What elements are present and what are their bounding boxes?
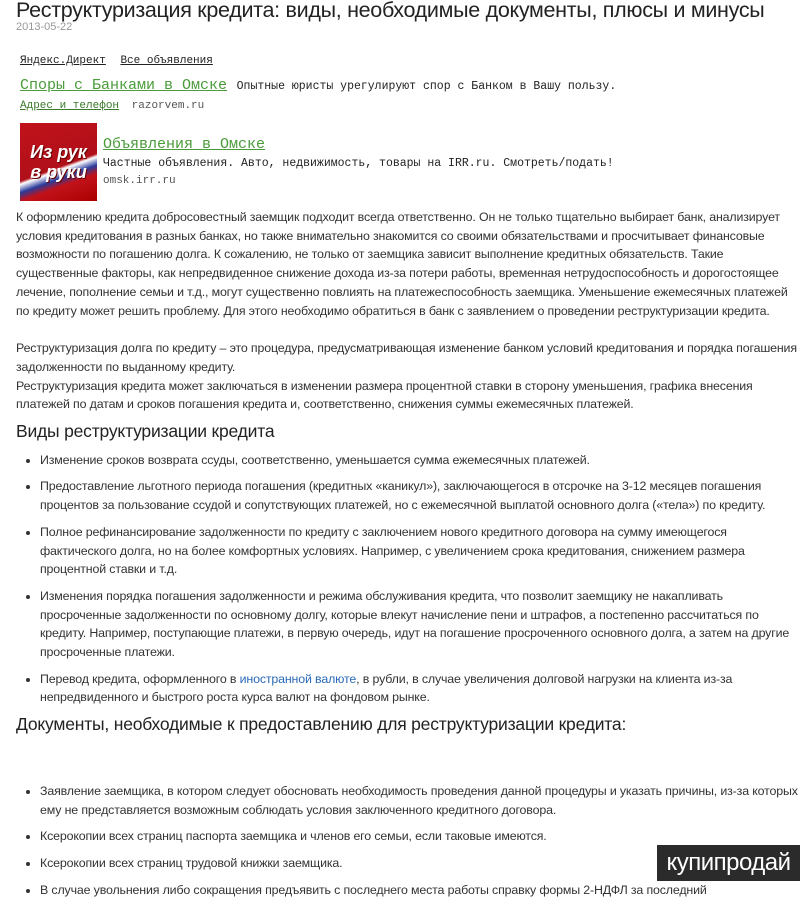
all-ads-link[interactable]: Все объявления [120, 55, 213, 67]
list-item: • Заявление заемщика, в котором следует обосновать необходимость проведения данной процедуры и указать причины, из-за которых ему не представляется возможным соблюдать условия заключенного кредитного договора. [40, 782, 800, 819]
paragraph: Реструктуризация долга по кредиту – это процедура, предусматривающая изменение банком условий кредитования и порядка погашения задолженности по выданному кредиту. [16, 341, 797, 374]
ad-irr [103, 136, 614, 187]
yandex-direct-link[interactable]: Яндекс.Директ [20, 55, 106, 67]
article-body [16, 208, 800, 907]
ad-banks-contact-link[interactable]: Адрес и телефон [20, 100, 120, 112]
documents-list [16, 782, 800, 900]
publish-date: 2013-05-22 [16, 21, 73, 33]
list-item: • Полное рефинансирование задолженности по кредиту с заключением нового кредитного договора на сумму имеющегося фактического долга, но на более комфортных условиях. Например, с увеличением срока кредитования, снижением размера процентной ставки и т.д. [40, 523, 800, 579]
types-list [16, 451, 800, 707]
section-heading-types: Виды реструктуризации кредита [16, 421, 275, 442]
list-item [40, 670, 800, 707]
ad-header-links [20, 55, 221, 67]
list-item: • Предоставление льготного периода погашения (кредитных «каникул»), заключающегося в отсрочке на 3-12 месяцев погашения процентов за пользование ссудой и сопутствующих платежей, но с ежемесячной выплатой основного долга («тела») по кредиту. [40, 477, 800, 514]
ad-irr-title-link[interactable]: Объявления в Омске [103, 136, 266, 153]
page-title: Реструктуризация кредита: виды, необходимые документы, плюсы и минусы [16, 0, 765, 22]
ad-irr-url: omsk.irr.ru [103, 175, 176, 187]
ad-banks-desc: Опытные юристы урегулируют спор с Банком в Вашу пользу. [236, 80, 617, 93]
list-item: • В случае увольнения либо сокращения предъявить с последнего места работы справку формы 2-НДФЛ за последний [40, 881, 800, 900]
list-item: • Ксерокопии всех страниц паспорта заемщика и членов его семьи, если таковые имеются. [40, 827, 800, 846]
ad-banks-title-link[interactable]: Споры с Банками в Омске [20, 77, 228, 94]
ad-irr-desc: Частные объявления. Авто, недвижимость, товары на IRR.ru. Смотреть/подать! [103, 157, 614, 170]
section-heading-documents: Документы, необходимые к предоставлению для реструктуризации кредита: [16, 714, 627, 735]
ad-banks [20, 76, 616, 94]
watermark: купипродай [657, 845, 800, 881]
text: Перевод кредита, оформленного в [40, 671, 240, 686]
list-item: • Ксерокопии всех страниц трудовой книжки заемщика. [40, 854, 800, 873]
text: , в рубли, в случае увеличения долговой нагрузки на клиента из-за непредвиденного и быстрого роста курса валют на фондовом рынке. [40, 671, 733, 705]
irr-logo[interactable]: Из рук в руки [20, 123, 97, 201]
list-item: • Изменение сроков возврата ссуды, соответственно, уменьшается сумма ежемесячных платежей. [40, 451, 800, 470]
paragraph: Реструктуризация кредита может заключаться в изменении размера процентной ставки в сторону уменьшения, графика внесения платежей по датам и сроков погашения кредита и, соответственно, снижения суммы ежемесячных платежей. [16, 378, 753, 412]
ad-banks-meta [20, 100, 204, 112]
paragraph: К оформлению кредита добросовестный заемщик подходит всегда ответственно. Он не только тщательно выбирает банк, анализирует условия кредитования в разных банках, но также внимательно знакомится со своими обязательствами и просчитывает финансовые возможности по погашению долга. К сожалению, не только от заемщика зависит выполнение кредитных обязательств. Такие существенные факторы, как непредвиденное снижение дохода из-за потери работы, временная нетрудоспособность и дорогостоящее лечение, пополнение семьи и т.д., могут существенно повлиять на платежеспособность заемщика. Уменьшение ежемесячных платежей по кредиту может решить проблему. Для этого необходимо обратиться в банк с заявлением о проведении реструктуризации кредита. [16, 210, 788, 318]
foreign-currency-link[interactable]: иностранной валюте [239, 671, 357, 686]
ad-banks-url: razorvem.ru [131, 100, 205, 112]
list-item: • Изменения порядка погашения задолженности и режима обслуживания кредита, что позволит заемщику не накапливать просроченные задолженности по основному долгу, которые влекут начисление пени и штрафов, а постепенно рассчитаться по кредиту. Например, поступающие платежи, в первую очередь, идут на погашение просроченного основного долга, а затем на другие просроченные платежи. [40, 587, 800, 662]
